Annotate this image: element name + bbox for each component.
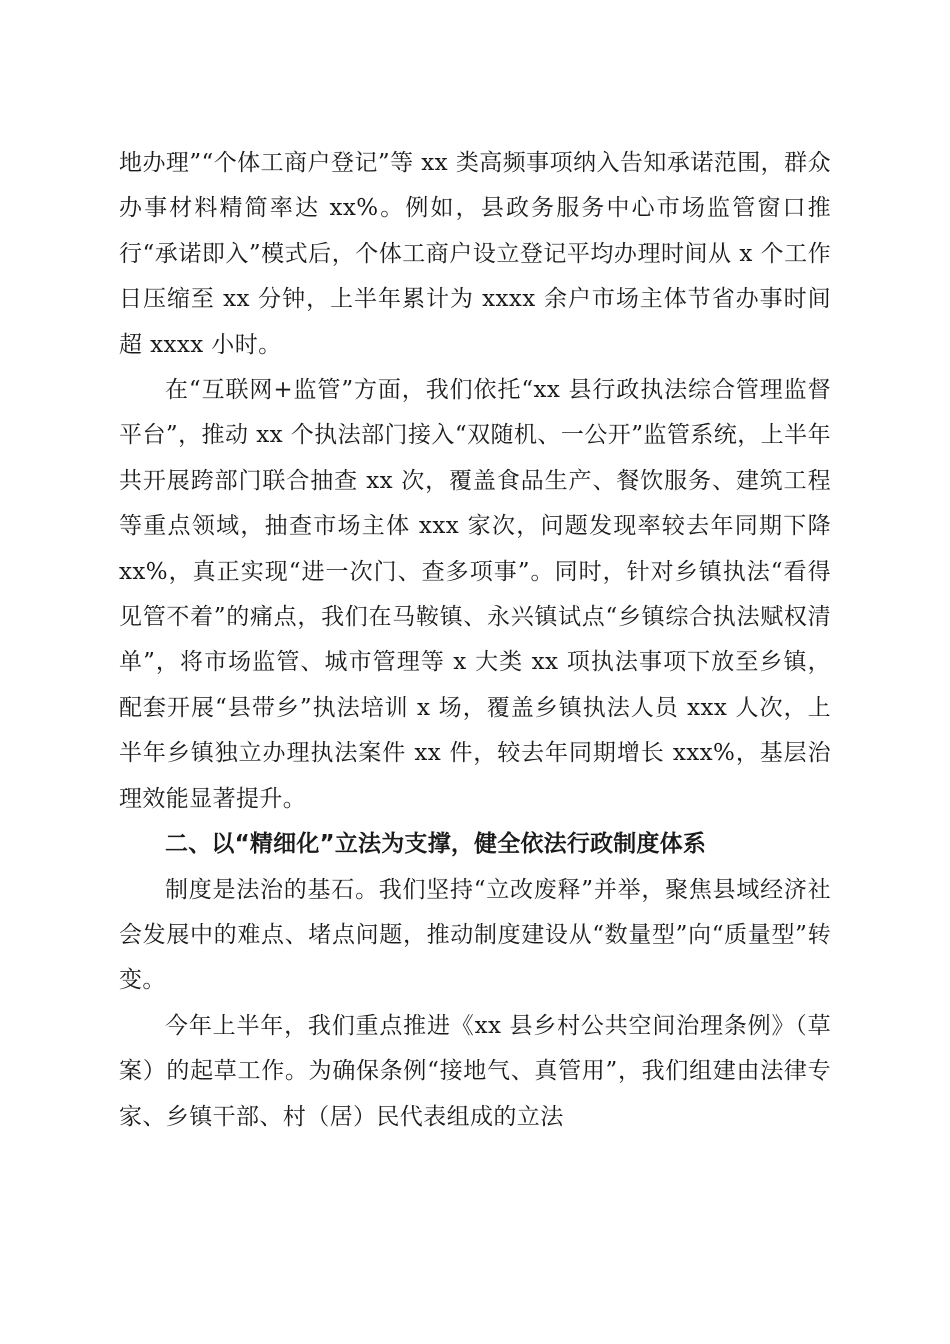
section-heading: 二、以“精细化”立法为支撑，健全依法行政制度体系 [165,831,707,858]
paragraph-legislation-draft: 今年上半年，我们重点推进《xx 县乡村公共空间治理条例》（草案）的起草工作。为确保条例“接地气、真管用”，我们组建由法律专家、乡镇干部、村（居）民代表组成的立法 [119,1012,831,1130]
paragraph-system-foundation: 制度是法治的基石。我们坚持“立改废释”并举，聚焦县域经济社会发展中的难点、堵点问题，推动制度建设从“数量型”向“质量型”转变。 [119,876,831,994]
paragraph-continuation: 地办理”“个体工商户登记”等 xx 类高频事项纳入告知承诺范围，群众办事材料精简率达 xx%。例如，县政务服务中心市场监管窗口推行“承诺即入”模式后，个体工商户设立登记平均办理时间从 x 个工作日压缩至 xx 分钟，上半年累计为 xxxx 余户市场主体节省办事时间超 xxxx 小时。 [119,150,831,358]
paragraph-internet-supervision: 在“互联网+监管”方面，我们依托“xx 县行政执法综合管理监督平台”，推动 xx 个执法部门接入“双随机、一公开”监管系统，上半年共开展跨部门联合抽查 xx 次，覆盖食品生产、餐饮服务、建筑工程等重点领域，抽查市场主体 xxx 家次，问题发现率较去年同期下降 xx%，真正实现“进一次门、查多项事”。同时，针对乡镇执法“看得见管不着”的痛点，我们在马鞍镇、永兴镇试点“乡镇综合执法赋权清单”，将市场监管、城市管理等 x 大类 xx 项执法事项下放至乡镇，配套开展“县带乡”执法培训 x 场，覆盖乡镇执法人员 xxx 人次，上半年乡镇独立办理执法案件 xx 件，较去年同期增长 xxx%，基层治理效能显著提升。 [119,377,831,812]
document-body [119,141,831,1140]
